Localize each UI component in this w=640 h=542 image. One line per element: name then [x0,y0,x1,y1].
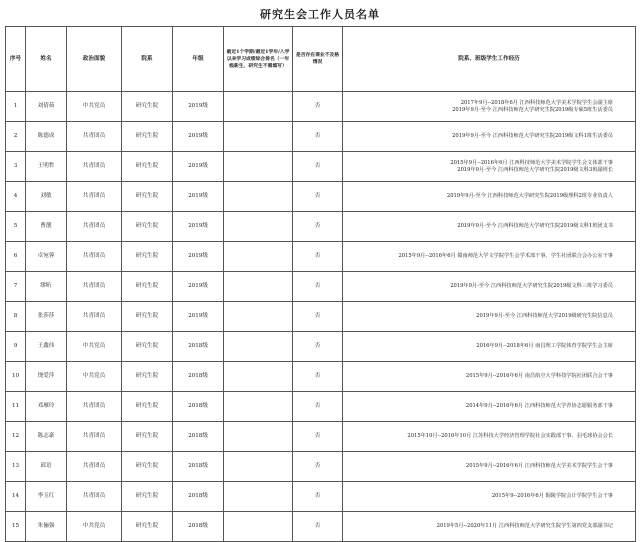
cell-dept: 研究生院 [122,122,173,152]
cell-politics: 中共党员 [67,362,122,392]
cell-seq: 1 [6,92,26,122]
cell-dept: 研究生院 [122,332,173,362]
cell-fail: 否 [293,212,343,242]
table-row [6,482,636,512]
cell-grade: 2019级 [173,182,224,212]
cell-politics: 共青团员 [67,302,122,332]
cell-grade: 2018级 [173,482,224,512]
cell-name: 缪昕 [26,272,67,302]
cell-name: 卓宛蓉 [26,242,67,272]
cell-politics: 共青团员 [67,122,122,152]
cell-seq: 13 [6,452,26,482]
cell-rank [224,272,293,302]
cell-fail: 否 [293,152,343,182]
experience-line: 2017年9月--2018年6月 江西科技师范大学美术学院学生会副主席 [460,99,613,106]
cell-dept: 研究生院 [122,92,173,122]
cell-grade: 2019级 [173,212,224,242]
cell-name: 王明哲 [26,152,67,182]
table-row [6,152,636,182]
cell-seq: 9 [6,332,26,362]
cell-seq: 7 [6,272,26,302]
cell-name: 王鑫伟 [26,332,67,362]
cell-name: 邓雁玲 [26,392,67,422]
table-row [6,302,636,332]
cell-fail: 否 [293,452,343,482]
cell-politics: 共青团员 [67,152,122,182]
table-header-row [6,27,636,92]
header-dept: 院系 [122,27,173,92]
cell-seq: 8 [6,302,26,332]
experience-line: 2015年9月--2016年6月 江西科技师范大学美术学院学生会文体部干事 [450,159,613,166]
table-row [6,392,636,422]
cell-rank [224,362,293,392]
experience-line: 2016年9月--2018年6月 南昌理工学院体育学院学生会主席 [476,343,613,349]
cell-dept: 研究生院 [122,302,173,332]
experience-line: 2014年9月--2016年6月 江西科技师范大学青协志愿服务部干事 [465,403,613,409]
cell-grade: 2018级 [173,452,224,482]
cell-fail: 否 [293,122,343,152]
cell-dept: 研究生院 [122,452,173,482]
table-row [6,242,636,272]
experience-line: 2019年9月-至今 江西科技师范大学研究生院2019级文科三班学习委员 [450,283,613,289]
cell-politics: 中共党员 [67,92,122,122]
experience-line: 2019年5月--2020年11月 江西科技师范大学研究生院学生第四党支部副书记 [436,523,613,529]
cell-fail: 否 [293,92,343,122]
cell-grade: 2019级 [173,302,224,332]
cell-fail: 否 [293,302,343,332]
cell-name: 刘敏 [26,182,67,212]
cell-dept: 研究生院 [122,212,173,242]
header-experience: 院系、班级学生工作经历 [343,27,636,92]
cell-rank [224,512,293,542]
cell-experience [343,242,636,272]
experience-line: 2015年9月--2016年6月 南昌航空大学科技学院社团联合会干事 [465,373,613,379]
cell-experience [343,122,636,152]
cell-experience [343,92,636,122]
cell-name: 饶爱萍 [26,362,67,392]
experience-line: 2019年9月-至今 江西科技师范大学2019级研究生院信息员 [476,313,613,319]
cell-experience [343,362,636,392]
table-row [6,272,636,302]
cell-seq: 3 [6,152,26,182]
experience-line: 2015年9--2016年6月 铜陵学院会计学院学生会干事 [491,493,613,499]
cell-name: 刘倩茹 [26,92,67,122]
cell-dept: 研究生院 [122,182,173,212]
cell-rank [224,92,293,122]
header-politics: 政治面貌 [67,27,122,92]
cell-rank [224,332,293,362]
cell-name: 朱俪强 [26,512,67,542]
cell-name: 邱语 [26,452,67,482]
table-row [6,92,636,122]
cell-seq: 6 [6,242,26,272]
cell-politics: 共青团员 [67,392,122,422]
cell-experience [343,272,636,302]
cell-fail: 否 [293,362,343,392]
cell-rank [224,182,293,212]
cell-politics: 共青团员 [67,182,122,212]
header-rank: 最近1个学期/最近1学年/入学以来学习成绩综合排名（一年级新生、研究生不需填写） [224,27,293,92]
cell-experience [343,182,636,212]
table-row [6,452,636,482]
cell-dept: 研究生院 [122,482,173,512]
cell-dept: 研究生院 [122,512,173,542]
cell-politics: 中共党员 [67,332,122,362]
experience-line: 2019年9月-至今 江西科技师范大学研究生院2019级文科1班团支书 [457,223,613,229]
cell-grade: 2019级 [173,122,224,152]
cell-politics: 共青团员 [67,212,122,242]
cell-fail: 否 [293,392,343,422]
cell-rank [224,122,293,152]
experience-line: 2015年9月--2016年6月 江西科技师范大学美术学院学生会干事 [465,463,613,469]
header-fail: 是否存在课业不及格情况 [293,27,343,92]
cell-rank [224,392,293,422]
cell-grade: 2019级 [173,242,224,272]
cell-rank [224,302,293,332]
table-row [6,422,636,452]
cell-dept: 研究生院 [122,422,173,452]
cell-name: 李玉红 [26,482,67,512]
table-row [6,122,636,152]
cell-seq: 14 [6,482,26,512]
table-row [6,332,636,362]
page-title: 研究生会工作人员名单 [260,8,380,21]
cell-experience [343,452,636,482]
cell-fail: 否 [293,272,343,302]
cell-experience [343,152,636,182]
table-row [6,212,636,242]
cell-experience [343,512,636,542]
cell-rank [224,422,293,452]
cell-dept: 研究生院 [122,362,173,392]
cell-fail: 否 [293,182,343,212]
cell-experience [343,332,636,362]
table-row [6,512,636,542]
cell-grade: 2018级 [173,332,224,362]
cell-fail: 否 [293,332,343,362]
cell-grade: 2018级 [173,392,224,422]
header-seq: 序号 [6,27,26,92]
header-name: 姓名 [26,27,67,92]
cell-rank [224,242,293,272]
cell-seq: 2 [6,122,26,152]
cell-grade: 2019级 [173,152,224,182]
cell-politics: 共青团员 [67,482,122,512]
experience-line: 2015年10月--2016年10月 江苏科技大学经济管理学院社会实践部干事、羽毛球协会会长 [407,433,613,439]
table-row [6,182,636,212]
cell-seq: 4 [6,182,26,212]
cell-dept: 研究生院 [122,242,173,272]
cell-grade: 2018级 [173,422,224,452]
cell-fail: 否 [293,512,343,542]
experience-line: 2019年9月-至今 江西科技师范大学研究生院2019级文科3班副班长 [457,166,613,173]
cell-grade: 2019级 [173,272,224,302]
experience-line: 2019年9月-至今 江西科技师范大学研究生院2019级专硕5班生活委员 [452,106,613,113]
header-grade: 年级 [173,27,224,92]
cell-name: 曹靓 [26,212,67,242]
cell-dept: 研究生院 [122,392,173,422]
cell-politics: 共青团员 [67,422,122,452]
cell-seq: 10 [6,362,26,392]
staff-table [5,26,636,542]
table-row [6,362,636,392]
cell-dept: 研究生院 [122,152,173,182]
cell-name: 陈德成 [26,122,67,152]
cell-seq: 5 [6,212,26,242]
cell-politics: 共青团员 [67,272,122,302]
cell-name: 陈志豪 [26,422,67,452]
cell-rank [224,452,293,482]
cell-fail: 否 [293,242,343,272]
cell-politics: 中共党员 [67,512,122,542]
cell-experience [343,482,636,512]
experience-line: 2019年9月-至今 江西科技师范大学研究生院2019级文科1班生活委员 [452,133,613,139]
cell-experience [343,302,636,332]
cell-fail: 否 [293,422,343,452]
cell-seq: 12 [6,422,26,452]
cell-rank [224,152,293,182]
cell-grade: 2018级 [173,362,224,392]
cell-fail: 否 [293,482,343,512]
cell-politics: 共青团员 [67,242,122,272]
cell-experience [343,422,636,452]
cell-seq: 15 [6,512,26,542]
cell-grade: 2019级 [173,92,224,122]
cell-rank [224,212,293,242]
experience-line: 2015年9月--2016年6月 赣南师范大学文学院学生会学术部干事、学生社团联合会办公室干事 [398,253,613,259]
cell-politics: 共青团员 [67,452,122,482]
cell-dept: 研究生院 [122,272,173,302]
cell-name: 张莎莎 [26,302,67,332]
cell-experience [343,392,636,422]
cell-grade: 2018级 [173,512,224,542]
cell-experience [343,212,636,242]
experience-line: 2019年9月-至今 江西科技师范大学研究生院2019级理科2班专业负责人 [446,193,613,199]
cell-seq: 11 [6,392,26,422]
cell-rank [224,482,293,512]
